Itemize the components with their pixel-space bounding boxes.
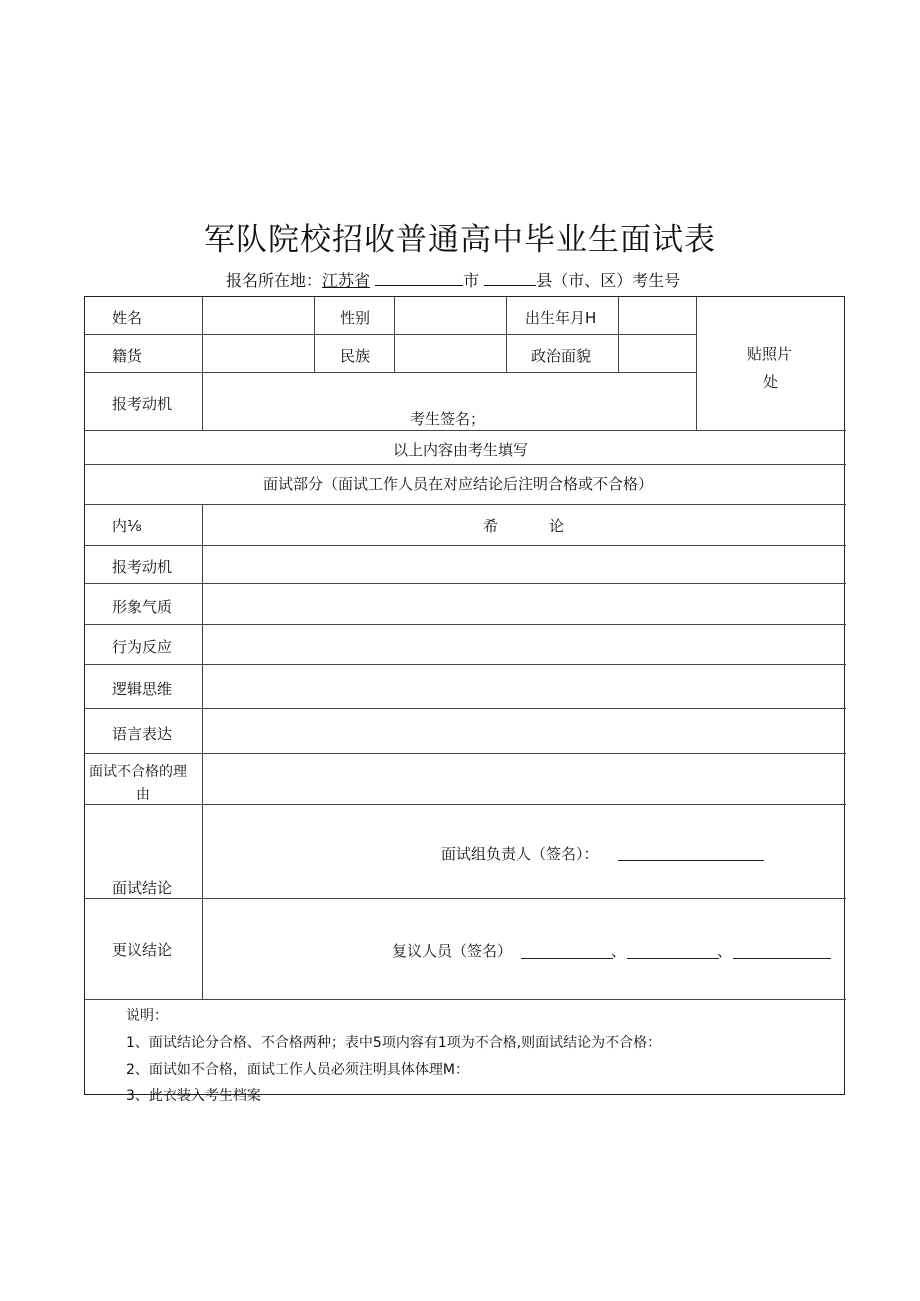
conclusion-label-b: 论 (549, 517, 565, 535)
item-logic: 逻辑思维 (112, 680, 173, 698)
reviewer-separator-1: 、 (611, 942, 627, 960)
column-divider (696, 297, 697, 430)
photo-label-line2: 处 (763, 373, 779, 391)
row-divider (85, 464, 846, 465)
row-divider (85, 898, 846, 899)
political-label: 政治面貌 (531, 347, 592, 365)
page-title: 军队院校招收普通高中毕业生面试表 (204, 222, 716, 258)
city-suffix: 市 (463, 271, 480, 290)
province-value: 江苏省 (322, 271, 371, 290)
reviewer-sign-line-1[interactable] (521, 958, 613, 959)
row-divider (85, 708, 846, 709)
column-divider (314, 297, 315, 372)
fail-reason-label-line2: 由 (136, 787, 150, 803)
interview-form-table (84, 296, 845, 1104)
origin-label: 籍货 (112, 347, 143, 365)
leader-sign-label: 面试组负责人（签名）： (441, 845, 599, 863)
row-divider (85, 430, 846, 431)
row-divider (85, 372, 696, 373)
reviewer-sign-line-2[interactable] (627, 958, 719, 959)
registration-prefix: 报名所在地： (226, 271, 323, 290)
column-divider (202, 504, 203, 999)
row-divider (85, 334, 696, 335)
gender-label: 性别 (340, 309, 371, 327)
note-line-1: 1、面试结论分合格、不合格两种；表中5项内容有1项为不合格,则面试结论为不合格： (126, 1035, 662, 1051)
column-divider (202, 297, 203, 430)
row-divider (85, 999, 846, 1000)
city-blank[interactable] (375, 270, 463, 286)
interview-section-header: 面试部分（面试工作人员在对应结论后注明合格或不合格） (263, 475, 654, 493)
item-motive: 报考动机 (112, 558, 173, 576)
birth-label: 出生年月H (525, 309, 597, 327)
county-suffix: 县（市、区） (536, 271, 633, 290)
ethnicity-label: 民族 (340, 347, 371, 365)
interview-result-label: 面试结论 (112, 879, 173, 897)
notes-heading: 说明： (126, 1008, 168, 1024)
reviewer-separator-2: 、 (717, 942, 733, 960)
row-divider (85, 545, 846, 546)
row-divider (85, 624, 846, 625)
reviewer-sign-label: 复议人员（签名） (392, 942, 513, 960)
row-divider (85, 753, 846, 754)
item-reaction: 行为反应 (112, 638, 173, 656)
registration-line (226, 268, 680, 291)
row-divider (85, 804, 846, 805)
note-line-2: 2、面试如不合格，面试工作人员必须注明具体体理M： (126, 1062, 469, 1078)
row-divider (85, 504, 846, 505)
photo-label-line1: 贴照片 (747, 345, 793, 363)
name-label: 姓名 (112, 309, 143, 327)
reviewer-sign-line-3[interactable] (733, 958, 831, 959)
item-appearance: 形象气质 (112, 598, 173, 616)
conclusion-label-a: 希 (483, 517, 499, 535)
column-divider (618, 297, 619, 372)
content-label: 内⅛ (112, 517, 142, 535)
note-line-3: 3、此衣装入考生档案 (126, 1088, 261, 1104)
county-blank[interactable] (484, 270, 536, 286)
leader-sign-line[interactable] (618, 860, 764, 861)
motive-label: 报考动机 (112, 395, 173, 413)
column-divider (394, 297, 395, 372)
row-divider (85, 664, 846, 665)
row-divider (85, 583, 846, 584)
signature-label: 考生签名； (410, 410, 486, 428)
fail-reason-label-line1: 面试不合格的理 (89, 764, 187, 780)
review-result-label: 更议结论 (112, 941, 173, 959)
filled-by-note: 以上内容由考生填写 (393, 441, 529, 459)
column-divider (506, 297, 507, 372)
item-expression: 语言表达 (112, 725, 173, 743)
exam-no-label: 考生号 (632, 271, 681, 290)
